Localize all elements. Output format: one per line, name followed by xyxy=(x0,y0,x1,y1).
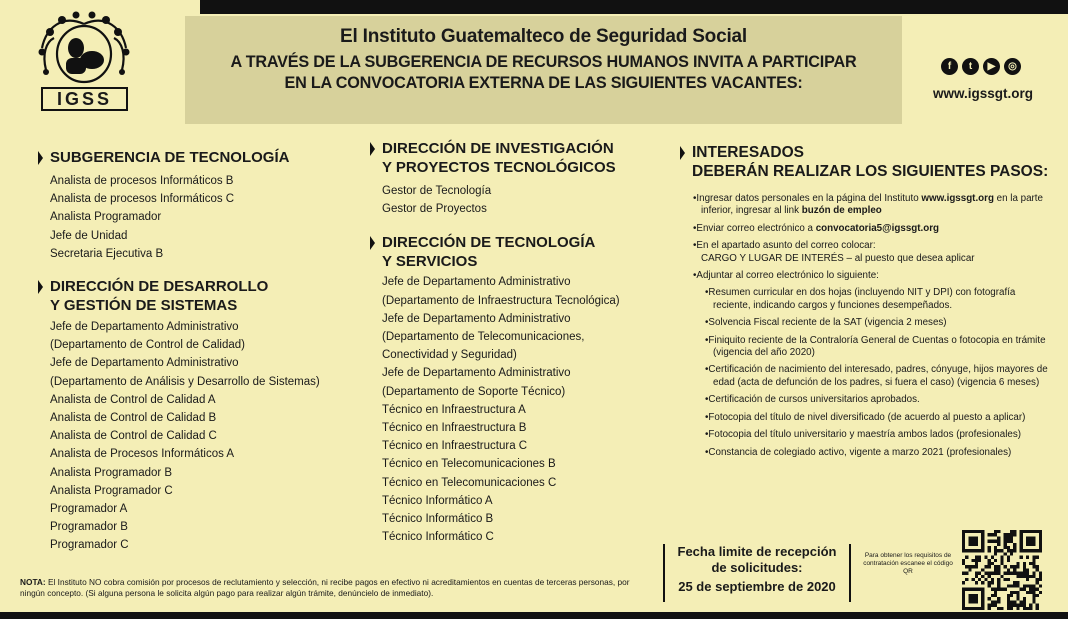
vacancy-item: Técnico en Infraestructura A xyxy=(382,403,526,416)
section-title-line: Y GESTIÓN DE SISTEMAS xyxy=(50,297,238,315)
step-item xyxy=(693,223,1053,235)
deadline-label: de solicitudes: xyxy=(711,560,803,575)
vacancy-item: Técnico en Infraestructura C xyxy=(382,440,528,453)
vacancy-item: Técnico Informático B xyxy=(382,513,494,526)
requirement-item: •Fotocopia del título de nivel diversificado (de acuerdo al puesto a aplicar) xyxy=(705,411,1026,423)
requirement-item: •Certificación de cursos universitarios aprobados. xyxy=(705,394,920,406)
vacancy-item: Jefe de Departamento Administrativo xyxy=(382,276,571,289)
qr-note: Para obtener los requisitos de contratación escanee el código QR xyxy=(863,552,953,575)
deadline-label: Fecha limite de recepción xyxy=(677,544,837,559)
section-title xyxy=(370,233,620,271)
vacancy-item: Analista de Control de Calidad C xyxy=(50,430,217,443)
vacancy-item: Jefe de Unidad xyxy=(50,229,128,242)
section-title xyxy=(370,139,620,177)
section-title-line: Y PROYECTOS TECNOLÓGICOS xyxy=(382,159,616,176)
column-3 xyxy=(680,143,1055,181)
qr-code[interactable] xyxy=(962,530,1042,610)
section-title xyxy=(680,143,1055,181)
social-icons xyxy=(941,58,1021,75)
header-text xyxy=(185,26,902,94)
vacancy-item: Jefe de Departamento Administrativo xyxy=(50,321,239,334)
requirement-item: •Finiquito reciente de la Contraloría General de Cuentas o fotocopia en trámite (vigencia del año 2020) xyxy=(705,334,1046,359)
vacancy-item: Jefe de Departamento Administrativo xyxy=(50,357,239,370)
header-line-1: A TRAVÉS DE LA SUBGERENCIA DE RECURSOS HUMANOS INVITA A PARTICIPAR xyxy=(230,53,857,71)
vacancy-item: Gestor de Proyectos xyxy=(382,203,487,216)
note-label: NOTA: xyxy=(20,577,46,587)
vacancy-item: Jefe de Departamento Administrativo xyxy=(382,367,571,380)
facebook-icon[interactable]: f xyxy=(941,58,958,75)
vacancy-item: Secretaria Ejecutiva B xyxy=(50,247,164,260)
vacancy-item: (Departamento de Análisis y Desarrollo de Sistemas) xyxy=(50,375,320,388)
vacancy-list xyxy=(382,273,620,546)
vacancy-item: Analista de Procesos Informáticos A xyxy=(50,448,235,461)
top-bar xyxy=(200,0,1068,14)
vacancy-item: (Departamento de Soporte Técnico) xyxy=(382,385,566,398)
header-line-2: EN LA CONVOCATORIA EXTERNA DE LAS SIGUIENTES VACANTES: xyxy=(284,74,803,92)
twitter-icon[interactable]: t xyxy=(962,58,979,75)
note-text: El Instituto NO cobra comisión por procesos de reclutamiento y selección, ni recibe pagos en efectivo ni acreditamientos en cuentas de terceras personas, por ningún concepto. (Si alguna persona le solicita algún pago para realizar algún trámite, denúncielo de inmediato). xyxy=(20,577,630,598)
column-2 xyxy=(370,139,620,546)
vacancy-item: Técnico Informático C xyxy=(382,531,494,544)
vacancy-item: Técnico Informático A xyxy=(382,494,493,507)
vacancy-item: Técnico en Telecomunicaciones B xyxy=(382,458,556,471)
bottom-bar xyxy=(0,612,1068,619)
instagram-icon[interactable]: ◎ xyxy=(1004,58,1021,75)
section-title-line: INTERESADOS xyxy=(692,144,804,161)
page-title: El Instituto Guatemalteco de Seguridad Social xyxy=(340,26,747,47)
section-title-line: Y SERVICIOS xyxy=(382,253,478,271)
vacancy-list xyxy=(50,318,320,555)
vacancy-item: Analista de procesos Informáticos C xyxy=(50,193,235,206)
requirement-item: •Constancia de colegiado activo, vigente a marzo 2021 (profesionales) xyxy=(705,446,1012,458)
requirement-item: •Solvencia Fiscal reciente de la SAT (vigencia 2 meses) xyxy=(705,317,947,329)
youtube-icon[interactable]: ▶ xyxy=(983,58,1000,75)
step-text: •En el apartado asunto del correo colocar: xyxy=(693,240,876,252)
step-link[interactable]: buzón de empleo xyxy=(801,205,882,217)
steps-list xyxy=(693,193,1053,464)
vacancy-item: Técnico en Infraestructura B xyxy=(382,422,527,435)
step-item xyxy=(693,193,1053,218)
vacancy-item: (Departamento de Infraestructura Tecnológica) xyxy=(382,294,620,307)
logo-text: IGSS xyxy=(56,89,112,109)
step-text: CARGO Y LUGAR DE INTERÉS – al puesto que desea aplicar xyxy=(701,252,975,264)
requirement-item: •Resumen curricular en dos hojas (incluyendo NIT y DPI) con fotografía reciente, indicando cargos y funciones desempeñados. xyxy=(705,287,1016,311)
vacancy-item: Analista Programador C xyxy=(50,484,173,497)
vacancy-item: Programador A xyxy=(50,503,128,516)
step-item xyxy=(693,240,1053,265)
section-title: SUBGERENCIA DE TECNOLOGÍA xyxy=(38,148,320,167)
vacancy-item: Programador B xyxy=(50,521,128,534)
step-item xyxy=(693,270,1053,282)
vacancy-item: Gestor de Tecnología xyxy=(382,185,492,197)
vacancy-item: Analista Programador B xyxy=(50,466,173,479)
section-title xyxy=(38,277,320,315)
vacancy-item: (Departamento de Telecomunicaciones, xyxy=(382,331,585,344)
vacancy-item: (Departamento de Control de Calidad) xyxy=(50,339,245,352)
vacancy-item: Jefe de Departamento Administrativo xyxy=(382,312,571,325)
section-title-line: DEBERÁN REALIZAR LOS SIGUIENTES PASOS: xyxy=(692,163,1049,180)
vacancy-item: Programador C xyxy=(50,539,129,552)
step-text: •Enviar correo electrónico a xyxy=(693,222,816,234)
email-link[interactable]: convocatoria5@igssgt.org xyxy=(815,222,940,234)
section-title-line: DIRECCIÓN DE DESARROLLO xyxy=(50,278,269,296)
vacancy-list xyxy=(382,182,620,218)
footer-note xyxy=(20,577,640,599)
vacancy-item: Analista de Control de Calidad B xyxy=(50,412,217,425)
website-link[interactable]: www.igssgt.org xyxy=(933,86,1034,101)
requirements-list xyxy=(693,287,1053,458)
deadline-box xyxy=(663,542,851,604)
igss-logo xyxy=(32,8,137,120)
step-link[interactable]: www.igssgt.org xyxy=(921,193,994,204)
vacancy-item: Analista Programador xyxy=(50,211,162,224)
section-title-line: DIRECCIÓN DE INVESTIGACIÓN xyxy=(382,140,614,157)
step-text: •Adjuntar al correo electrónico lo siguiente: xyxy=(693,270,879,282)
deadline-date: 25 de septiembre de 2020 xyxy=(678,579,836,594)
step-text: •Ingresar datos personales en la página del Instituto xyxy=(693,193,922,204)
vacancy-item: Analista de procesos Informáticos B xyxy=(50,175,234,187)
vacancy-item: Conectividad y Seguridad) xyxy=(382,349,517,362)
column-1 xyxy=(38,148,320,555)
step-text: en la parte inferior, ingresar al link xyxy=(701,193,1043,217)
section-title-line: DIRECCIÓN DE TECNOLOGÍA xyxy=(382,234,596,252)
requirement-item: •Certificación de nacimiento del interesado, padres, cónyuge, hijos mayores de edad (acta de defunción de los padres, si fuera el caso) (vigencia 6 meses) xyxy=(705,364,1048,388)
vacancy-item: Analista de Control de Calidad A xyxy=(50,393,216,406)
vacancy-list xyxy=(50,172,320,263)
vacancy-item: Técnico en Telecomunicaciones C xyxy=(382,476,557,489)
requirement-item: •Fotocopia del título universitario y maestría ambos lados (profesionales) xyxy=(705,429,1021,441)
